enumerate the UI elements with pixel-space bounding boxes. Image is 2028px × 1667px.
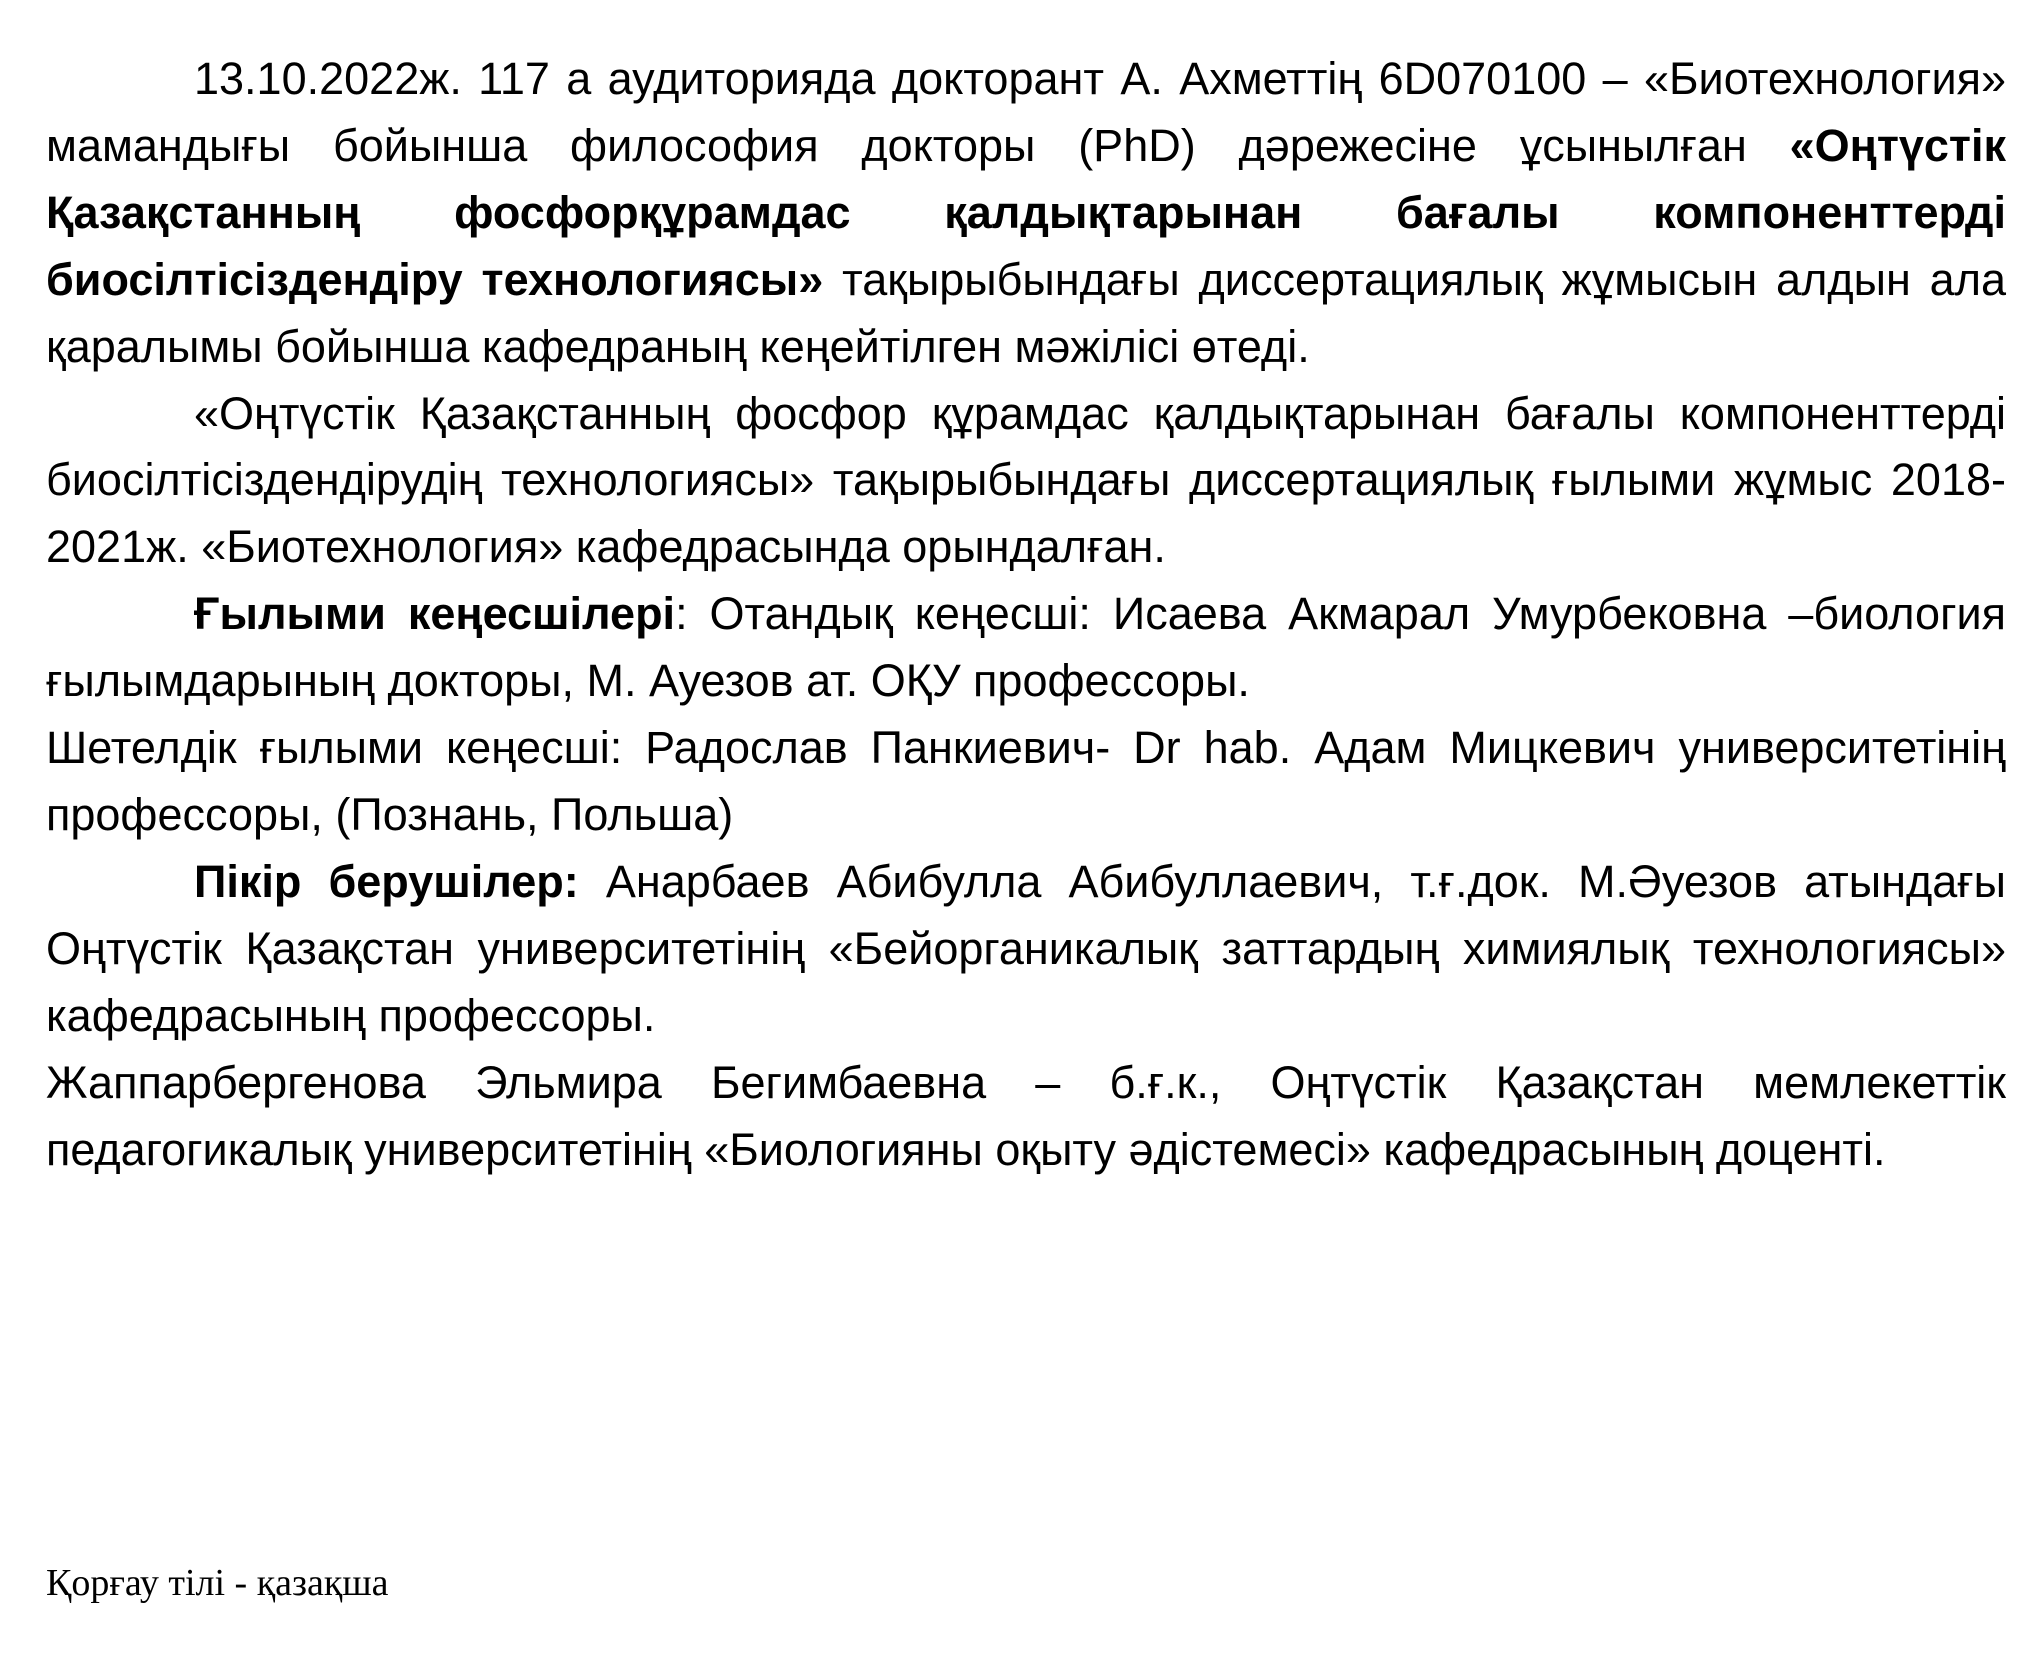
second-reviewer-paragraph — [46, 1050, 2006, 1184]
announcement-lead: 13.10.2022ж. 117 а аудиторияда докторант А. Ахметтің 6D070100 – «Биотехнология» мамандығы бойынша философия докторы (PhD) дәрежесіне ұсынылған — [46, 53, 2006, 171]
reviewers-label: Пікір берушілер: — [194, 855, 579, 907]
second-reviewer-text: Жаппарбергенова Эльмира Бегимбаевна – б.ғ.к., Оңтүстік Қазақстан мемлекеттік педагогикалық университетінің «Биологияны оқыту әдістемесі» кафедрасының доценті. — [46, 1056, 2006, 1175]
dissertation-title: «Оңтүстік Қазақстанның фосфорқұрамдас қалдықтарынан бағалы компоненттерді биосілтісіздендіру технологиясы» — [46, 119, 2006, 305]
reviewers-paragraph — [46, 849, 2006, 1050]
advisors-paragraph — [46, 581, 2006, 715]
dissertation-info-paragraph — [46, 381, 2006, 582]
defense-language-note: Қорғау тілі - қазақша — [46, 1562, 389, 1604]
advisors-label: Ғылыми кеңесшілері — [194, 588, 676, 640]
dissertation-info-text: «Оңтүстік Қазақстанның фосфор құрамдас қалдықтарынан бағалы компоненттерді биосілтісіздендірудің технологиясы» тақырыбындағы диссертациялық ғылыми жұмыс 2018-2021ж. «Биотехнология» кафедрасында орындалған. — [46, 387, 2006, 573]
foreign-advisor-text: Шетелдік ғылыми кеңесші: Радослав Панкиевич- Dr hab. Адам Мицкевич университетінің профессоры, (Познань, Польша) — [46, 722, 2006, 840]
document-body — [46, 46, 2006, 1183]
announcement-paragraph — [46, 46, 2006, 381]
announcement-tail: тақырыбындағы диссертациялық жұмысын алдын ала қаралымы бойынша кафедраның кеңейтілген мәжілісі өтеді. — [46, 253, 2006, 372]
first-reviewer-text: Анарбаев Абибулла Абибуллаевич, т.ғ.док. М.Әуезов атындағы Оңтүстік Қазақстан университетінің «Бейорганикалық заттардың химиялық технологиясы» кафедрасының профессоры. — [46, 855, 2006, 1041]
foreign-advisor-paragraph — [46, 715, 2006, 849]
domestic-advisor-text: : Отандық кеңесші: Исаева Акмарал Умурбековна –биология ғылымдарының докторы, М. Ауезов ат. ОҚУ профессоры. — [46, 588, 2006, 707]
